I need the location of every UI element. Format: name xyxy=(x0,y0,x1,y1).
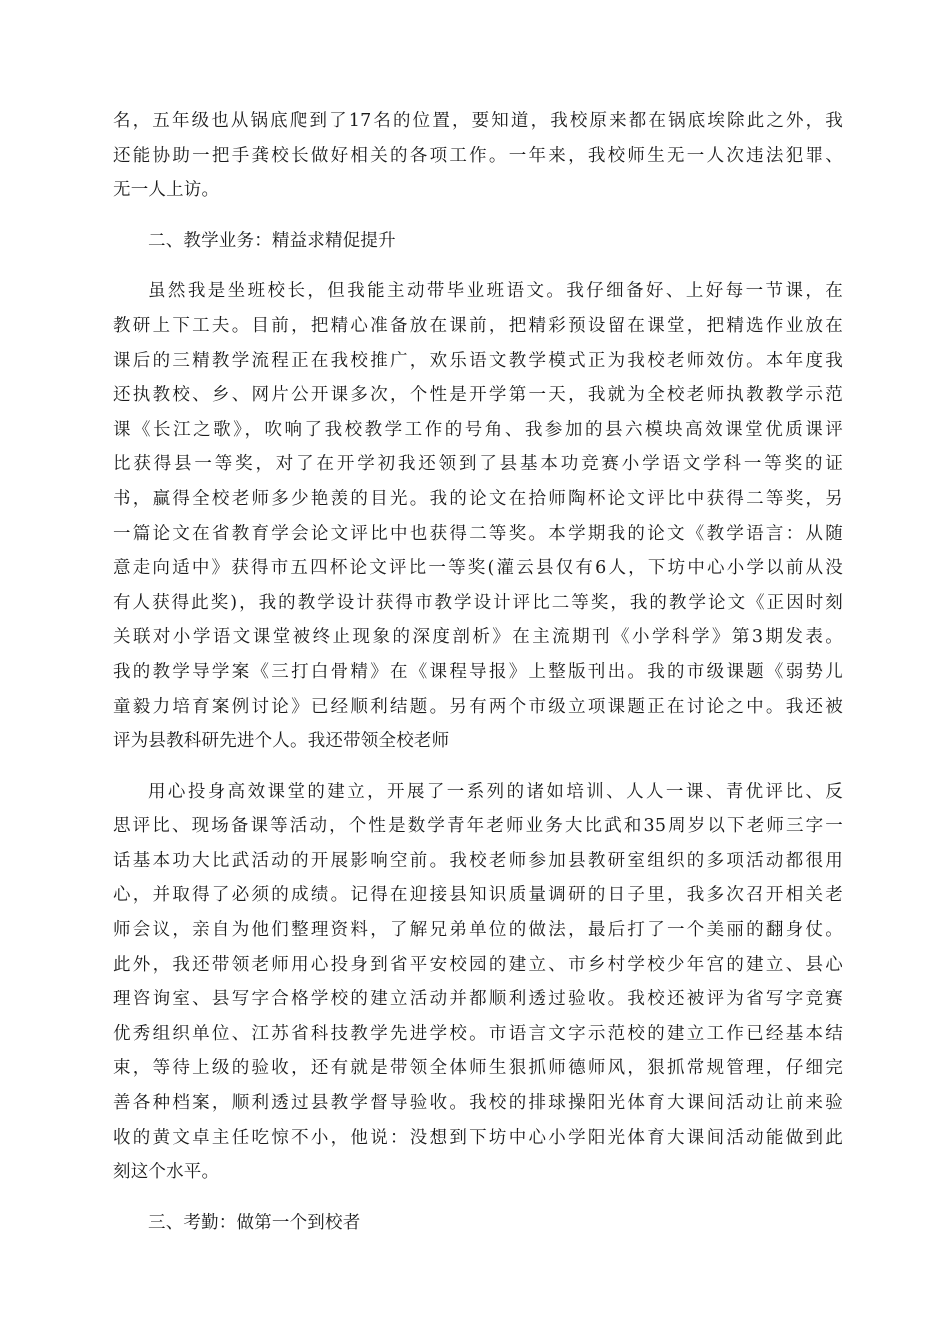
text-line: 理咨询室、县写字合格学校的建立活动并都顺利透过验收。我校还被评为省写字竞赛 xyxy=(113,989,843,1010)
text-line: 还执教校、乡、网片公开课多次，个性是开学第一天，我就为全校老师执教教学示范 xyxy=(113,385,843,406)
text-line: 课后的三精教学流程正在我校推广，欢乐语文教学模式正为我校老师效仿。本年度我 xyxy=(113,350,843,371)
text-line: 束，等待上级的验收，还有就是带领全体师生狠抓师德师风，狠抓常规管理，仔细完 xyxy=(113,1058,843,1079)
text-line: 评为县教科研先进个人。我还带领全校老师 xyxy=(113,731,450,752)
text-line: 一篇论文在省教育学会论文评比中也获得二等奖。本学期我的论文《教学语言：从随 xyxy=(113,523,843,544)
text-line: 优秀组织单位、江苏省科技教学先进学校。市语言文字示范校的建立工作已经基本结 xyxy=(113,1023,843,1044)
text-line: 无一人上访。 xyxy=(113,180,220,201)
text-line: 虽然我是坐班校长，但我能主动带毕业班语文。我仔细备好、上好每一节课，在 xyxy=(148,281,843,302)
text-line: 意走向适中》获得市五四杯论文评比一等奖(灌云县仅有6人，下坊中心小学以前从没 xyxy=(113,558,843,579)
text-line: 名，五年级也从锅底爬到了17名的位置，要知道，我校原来都在锅底埃除此之外，我 xyxy=(113,111,843,131)
text-line: 师会议，亲自为他们整理资料，了解兄弟单位的做法，最后打了一个美丽的翻身仗。 xyxy=(113,920,843,941)
text-line: 收的黄文卓主任吃惊不小，他说：没想到下坊中心小学阳光体育大课间活动能做到此 xyxy=(113,1127,843,1148)
section-heading-attendance xyxy=(113,1206,843,1241)
text-line: 比获得县一等奖，对了在开学初我还领到了县基本功竞赛小学语文学科一等奖的证 xyxy=(113,454,843,475)
text-line: 教研上下工夫。目前，把精心准备放在课前，把精彩预设留在课堂，把精选作业放在 xyxy=(113,315,843,336)
text-line: 用心投身高效课堂的建立，开展了一系列的诸如培训、人人一课、青优评比、反 xyxy=(148,781,843,802)
text-line: 有人获得此奖)，我的教学设计获得市教学设计评比二等奖，我的教学论文《正因时刻 xyxy=(113,592,843,613)
text-line: 我的教学导学案《三打白骨精》在《课程导报》上整版刊出。我的市级课题《弱势儿 xyxy=(113,661,843,682)
text-line: 话基本功大比武活动的开展影响空前。我校老师参加县教研室组织的多项活动都很用 xyxy=(113,850,843,871)
text-line: 善各种档案，顺利透过县教学督导验收。我校的排球操阳光体育大课间活动让前来验 xyxy=(113,1093,843,1114)
paragraph-teaching-achievements xyxy=(113,274,843,758)
text-line: 书，赢得全校老师多少艳羡的目光。我的论文在拾师陶杯论文评比中获得二等奖，另 xyxy=(113,488,843,509)
text-line: 此外，我还带领老师用心投身到省平安校园的建立、市乡村学校少年宫的建立、县心 xyxy=(113,954,843,975)
text-line: 课《长江之歌》，吹响了我校教学工作的号角、我参加的县六模块高效课堂优质课评 xyxy=(113,419,843,440)
heading-text: 二、教学业务：精益求精促提升 xyxy=(148,230,396,251)
text-line: 思评比、现场备课等活动，个性是数学青年老师业务大比武和35周岁以下老师三字一 xyxy=(113,816,843,837)
text-line: 刻这个水平。 xyxy=(113,1162,220,1183)
paragraph-intro-continuation xyxy=(113,104,843,208)
text-line: 关联对小学语文课堂被终止现象的深度剖析》在主流期刊《小学科学》第3期发表。 xyxy=(113,627,843,648)
heading-text: 三、考勤：做第一个到校者 xyxy=(148,1212,361,1233)
text-line: 心，并取得了必须的成绩。记得在迎接县知识质量调研的日子里，我多次召开相关老 xyxy=(113,885,843,906)
document-page xyxy=(113,104,843,1256)
text-line: 还能协助一把手龚校长做好相关的各项工作。一年来，我校师生无一人次违法犯罪、 xyxy=(113,145,843,166)
paragraph-efficient-classroom xyxy=(113,775,843,1190)
section-heading-teaching xyxy=(113,224,843,259)
text-line: 童毅力培育案例讨论》已经顺利结题。另有两个市级立项课题正在讨论之中。我还被 xyxy=(113,696,843,717)
